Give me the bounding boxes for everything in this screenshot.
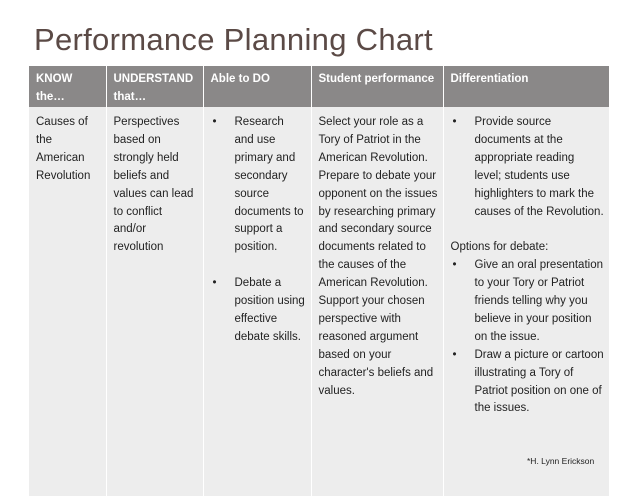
header-student-performance: Student performance (311, 66, 443, 107)
options-list (451, 257, 605, 418)
options-label: Options for debate: (450, 241, 549, 254)
cell-know: Causes of the American Revolution (29, 107, 106, 496)
table-row (29, 107, 609, 496)
list-item: • Give an oral presentation to your Tory or Patriot friends telling why you believe in your position on the issue. (451, 257, 605, 347)
cell-differentiation (443, 107, 609, 496)
planning-table (29, 66, 609, 496)
list-item: • Research and use primary and secondary source documents to support a position. (211, 114, 306, 257)
cell-understand: Perspectives based on strongly held beliefs and values can lead to conflict and/or revolution (106, 107, 203, 496)
performance-paragraph: Support your chosen perspective with reasoned argument based on your character's beliefs and values. (318, 295, 434, 397)
header-able-to-do: Able to DO (203, 66, 311, 107)
cell-able-to-do (203, 107, 311, 496)
able-to-do-list (211, 114, 306, 347)
cell-student-performance (311, 107, 443, 496)
differentiation-list (451, 114, 605, 221)
performance-paragraph: Select your role as a Tory of Patriot in the American Revolution. Prepare to debate your opponent on the issues by researching primary and secondary source documents related to the causes of the American Revolution. (318, 116, 438, 290)
list-item: • Draw a picture or cartoon illustrating a Tory of Patriot position on one of the issues. (451, 347, 605, 419)
header-differentiation: Differentiation (443, 66, 609, 107)
list-item: • Provide source documents at the appropriate reading level; students use highlighters to mark the causes of the Revolution. (451, 114, 605, 221)
header-row (29, 66, 609, 107)
header-understand: UNDERSTAND that… (106, 66, 203, 107)
credit-note: *H. Lynn Erickson (527, 456, 595, 466)
header-know: KNOW the… (29, 66, 106, 107)
list-item: • Debate a position using effective debate skills. (211, 275, 306, 347)
page-title: Performance Planning Chart (34, 22, 433, 57)
